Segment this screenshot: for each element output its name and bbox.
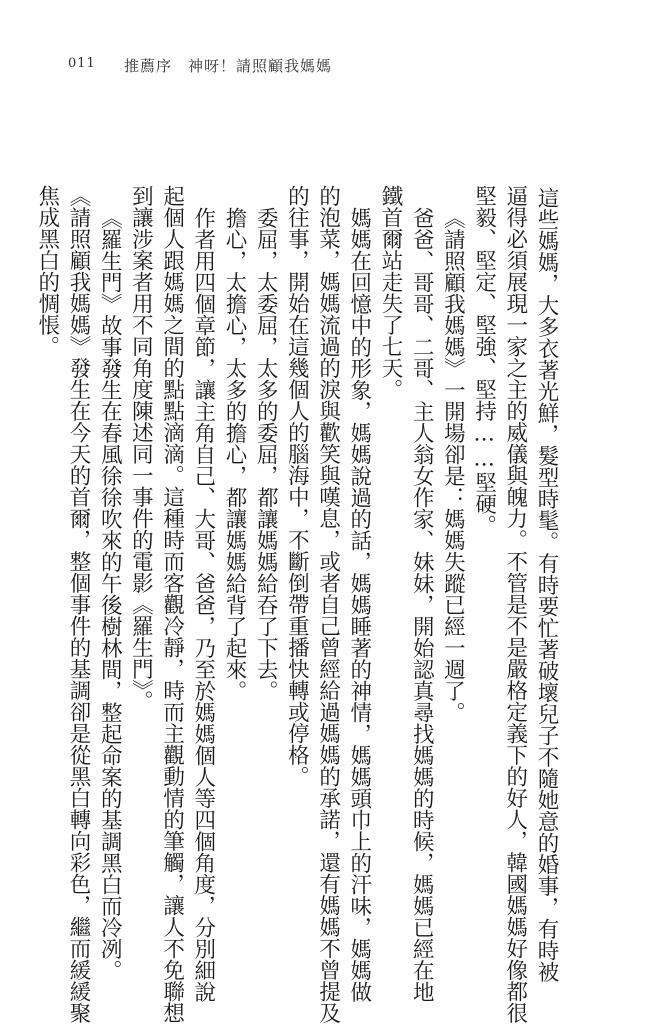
text-column: 焦成黑白的惆悵。 (34, 185, 60, 357)
text-column: 媽媽在回憶中的形象，媽媽說過的話，媽媽睡著的神情，媽媽頭巾上的汗味，媽媽做 (346, 207, 372, 1003)
text-column: 《請照顧我媽媽》一開場卻是：媽媽失蹤已經一週了。 (440, 207, 466, 723)
text-column: 《請照顧我媽媽》發生在今天的首爾，整個事件的基調卻是從黑白轉向彩色，繼而緩緩聚 (66, 185, 91, 1024)
text-column: 堅毅、堅定、堅強、堅持……堅硬。 (471, 185, 497, 536)
text-column: 《羅生門》故事發生在春風徐徐吹來的午後樹林間，整起命案的基調黑白而冷冽。 (97, 207, 123, 981)
text-column: 爸爸、哥哥、二哥、主人翁女作家、妹妹，開始認真尋找媽媽的時候，媽媽已經在地 (409, 207, 435, 1003)
text-column: 鐵首爾站走失了七天。 (378, 185, 403, 400)
page-number: 011 (68, 56, 96, 71)
running-head-title: 推薦序 神呀！請照顧我媽媽 (124, 57, 333, 75)
text-column: 起個人跟媽媽之間的點點滴滴。這種時而客觀冷靜，時而主觀動情的筆觸，讓人不免聯想 (159, 185, 185, 1024)
text-column: 這些媽媽，大多衣著光鮮，髮型時髦。有時要忙著破壞兒子不隨她意的婚事，有時被 (534, 187, 559, 983)
text-column: 到讓涉案者用不同角度陳述同一事件的電影《羅生門》。 (128, 185, 154, 712)
text-column: 作者用四個章節，讓主角自己、大哥、爸爸，乃至於媽媽個人等四個角度，分別細說 (190, 207, 216, 1003)
text-column: 委屈，太委屈，太多的委屈，都讓媽媽給吞了下去。 (253, 207, 279, 702)
text-column: 的泡菜，媽媽流過的淚與歡笑與嘆息，或者自己曾經給過媽媽的承諾，還有媽媽不曾提及 (315, 185, 341, 1024)
text-column: 逼得必須展現一家之主的威儀與魄力。不管是不是嚴格定義下的好人，韓國媽媽好像都很 (502, 185, 528, 1024)
text-column: 擔心，太擔心，太多的擔心，都讓媽媽給背了起來。 (222, 207, 247, 702)
text-column: 的往事，開始在這幾個人的腦海中，不斷倒帶重播快轉或停格。 (284, 185, 310, 787)
